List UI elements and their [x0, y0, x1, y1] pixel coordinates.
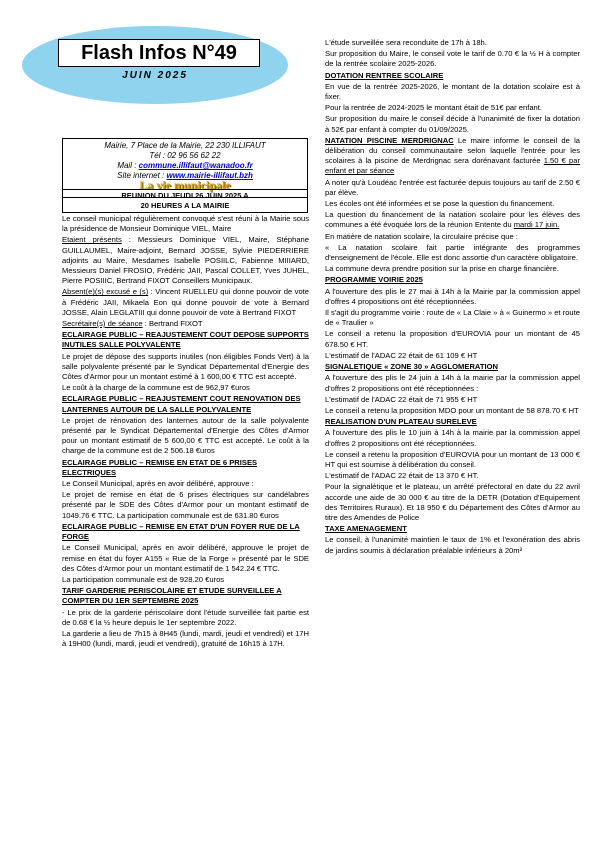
phone: Tél : 02 96 56 62 22 [149, 151, 221, 160]
right-column [325, 38, 580, 557]
paragraph: Il s'agit du programme voirie : route de « La Claie » à « Guinermo » et route de « Traulier » [325, 308, 580, 328]
section-title-text: La vie municipale [139, 178, 231, 192]
paragraph: En matière de natation scolaire, la circulaire précise que : [325, 231, 518, 241]
financement-date: mardi 17 juin. [513, 220, 560, 230]
absents-label: Absent(e)(s) excusé e (s) [62, 287, 149, 297]
paragraph: Le Conseil Municipal, après en avoir délibéré, approuve : [62, 479, 254, 489]
heading-eclairage-4: ECLAIRAGE PUBLIC – REMISE EN ETAT D'UN FOYER RUE DE LA FORGE [62, 521, 300, 542]
paragraph [325, 210, 580, 230]
presents-text: : Messieurs Dominique VIEL, Maire, Stéphane GUILLAUMEL, Maire-adjoint, Bernard JOSSE, Sylvie PIEDERRIERE adjoints au Maire, Mesdames Isabelle POSIILC, Fabienne MIIIARD, Messieurs Daniel FROSIO, Frédéric JAII, Pascal COLLET, Yves JUHEL, Pierre POSIIIC, Bertrand FIXOT Conseillers Municipaux. [62, 235, 309, 286]
paragraph: La garderie a lieu de 7h15 à 8H45 (lundi, mardi, jeudi et vendredi) et 17H à 19H00 (lundi, mardi, jeudi et vendredi), gratuité de 16h15 à 17H. [62, 628, 309, 649]
heading-eclairage-3: ECLAIRAGE PUBLIC – REMISE EN ETAT DE 6 PRISES ELECTRIQUES [62, 457, 258, 477]
paragraph: Pour la rentrée de 2024-2025 le montant était de 51€ par enfant. [325, 103, 542, 113]
paragraph: Le conseil a retenu la proposition MDO pour un montant de 58 878.70 € HT [325, 405, 579, 415]
paragraph: Pour la signalétique et le plateau, un arrêté préfectoral en date du 22 avril accorde une aide de 30 000 € au titre de la DETR (Dotation d'Equipement des Territoires Ruraux). Et 18 950 € du Département des Côtes d'Armor au titre des Amendes de Police [325, 482, 580, 522]
presents-label: Etaient présents [62, 235, 122, 245]
newsletter-title: Flash Infos N°49 [58, 39, 260, 67]
paragraph: - Le prix de la garderie périscolaire dont l'étude surveillée fait partie est de 0.68 € la ½ heure depuis le 1er septembre 2022. [62, 607, 309, 627]
paragraph: L'étude surveillée sera reconduite de 17h à 18h. [325, 38, 487, 47]
paragraph: A l'ouverture des plis le 27 mai à 14h à la Mairie par la commission appel d'offres 4 propositions ont été réceptionnées. [325, 286, 580, 306]
paragraph: A noter qu'à Loudéac l'entrée est facturée depuis toujours au tarif de 2.50 € par élève. [325, 177, 580, 197]
secretaire [62, 319, 309, 329]
paragraph: La commune devra prendre position sur la prise en charge financière. [325, 264, 559, 274]
heading-dotation: DOTATION RENTREE SCOLAIRE [325, 70, 444, 80]
natation-tarif: 1.50 € par enfant et par séance [325, 156, 580, 176]
paragraph: Les écoles ont été informées et se pose la question du financement. [325, 199, 555, 209]
paragraph: Sur proposition du Maire, le conseil vote le tarif de 0.70 € la ½ H à compter de la rentrée scolaire 2025-2026. [325, 49, 580, 69]
heading-plateau: REALISATION D'UN PLATEAU SURELEVE [325, 417, 477, 427]
natation-text: Le maire informe le conseil de la délibération du conseil communautaire selon laquelle l'entrée pour les scolaires à la piscine de Merdrignac sera dorénavant facturée [325, 135, 580, 166]
paragraph: Le projet de rénovation des lanternes autour de la salle polyvalente présenté par le Syndicat Départemental d'Energie des Côtes d'Armor pour un montant estimatif de 5 600,00 € TTC est accepté. Le coût à la charge de la commune est de 2 506.18 €uros [62, 415, 309, 456]
paragraph: A l'ouverture des plis le 24 juin à 14h à la mairie par la commission appel d'offres 2 propositions ont été réceptionnées : [325, 373, 580, 393]
mail-line [63, 161, 307, 171]
financement-text: La question du financement de la natation scolaire pour les élèves des communes a été évoquée lors de la réunion Entente du [325, 210, 580, 230]
heading-signaletique: SIGNALETIQUE « ZONE 30 » AGGLOMERATION [325, 362, 498, 372]
heading-voirie: PROGRAMME VOIRIE 2025 [325, 275, 423, 285]
secretaire-label: Secrétaire(s) de séance [62, 319, 143, 329]
meeting-box [62, 189, 308, 213]
mail-link[interactable]: commune.illifaut@wanadoo.fr [138, 161, 253, 170]
heading-eclairage-2: ECLAIRAGE PUBLIC – REAJUSTEMENT COUT RENOVATION DES LANTERNES AUTOUR DE LA SALLE POLYVALENTE [62, 394, 301, 414]
paragraph: En vue de la rentrée 2025-2026, le montant de la dotation scolaire est à fixer. [325, 81, 580, 102]
paragraph: L'estimatif de l'ADAC 22 était de 61 109 € HT [325, 350, 478, 360]
heading-natation: NATATION PISCINE MERDRIGNAC [325, 135, 454, 145]
heading-garderie: TARIF GARDERIE PERISCOLAIRE ET ETUDE SURVEILLEE A COMPTER DU 1ER SEPTEMBRE 2025 [62, 586, 282, 606]
absents [62, 287, 309, 318]
secretaire-text: : Bertrand FIXOT [142, 319, 203, 329]
site-label: Site internet : [117, 171, 167, 180]
mail-label: Mail : [117, 161, 139, 170]
left-column [62, 214, 309, 650]
paragraph: Le projet de dépose des supports inutiles (non éligibles Fonds Vert) à la salle polyvalente présenté par le Syndicat Départemental d'Energie des Côtes d'Armor pour un montant estimé à 1 600,00 € TTC est accepté. [62, 351, 309, 382]
paragraph: A l'ouverture des plis le 10 juin à 14h à la mairie par la commission appel d'offres 2 propositions ont été réceptionnées. [325, 428, 580, 448]
address: Mairie, 7 Place de la Mairie, 22 230 ILLIFAUT [104, 141, 266, 150]
paragraph: Le conseil a retenu la proposition d'EUROVIA pour un montant de 13 000 € HT qui est soumise à délibération du conseil. [325, 449, 580, 469]
paragraph: Sur proposition du maire le conseil décide à l'unanimité de fixer la dotation à 52€ par enfant à compter du 01/09/2025. [325, 114, 580, 134]
heading-taxe: TAXE AMENAGEMENT [325, 524, 407, 534]
site-link[interactable]: www.mairie-illifaut.bzh [166, 171, 253, 180]
paragraph: Le coût à la charge de la commune est de 962,97 €uros [62, 383, 250, 393]
paragraph: La participation communale est de 928.20 €uros [62, 574, 225, 584]
paragraph: Le projet de remise en état de 6 prises électriques sur candélabres présenté par le SDE des Côtes d'Armor pour un montant estimatif de 1049.76 € TTC. La participation communale est de 631.80 €uros [62, 490, 309, 520]
meeting-line1: REUNION DU JEUDI 26 JUIN 2025 A [121, 191, 249, 200]
meeting-line2: 20 HEURES A LA MAIRIE [140, 201, 230, 210]
paragraph: Le conseil a retenu la proposition d'EUROVIA pour un montant de 45 678.50 € HT. [325, 329, 580, 349]
paragraph: Le Conseil Municipal, après en avoir délibéré, approuve le projet de remise en état du foyer A155 « Rue de la Forge » présenté par le SDE des Côtes d'Armor pour un montant estimatif de 1 542.24 € TTC. [62, 543, 309, 573]
absents-text: : Vincent RUELLEU qui donne pouvoir de vote à Frédéric JAII, Mikaela Eon qui donne pouvoir de vote à Bernard JOSSE, Alain LEGLATIII qui donne pouvoir de vote à Bertrand FIXOT [62, 287, 310, 317]
paragraph: L'estimatif de l'ADAC 22 était de 13 370 € HT. [325, 471, 479, 481]
presents [62, 235, 309, 286]
natation-paragraph [325, 136, 580, 177]
heading-eclairage-1: ECLAIRAGE PUBLIC – REAJUSTEMENT COUT DEPOSE SUPPORTS INUTILES SALLE POLYVALENTE [62, 330, 309, 350]
paragraph: Le conseil, à l'unanimité maintien le taux de 1% et l'exonération des abris de jardins soumis à déclaration préalable inférieurs à 20m² [325, 535, 580, 555]
newsletter-date: JUIN 2025 [122, 70, 188, 81]
intro: Le conseil municipal régulièrement convoqué s'est réuni à la Mairie sous la présidence de Monsieur Dominique VIEL, Maire [62, 214, 309, 234]
paragraph: « La natation scolaire fait partie intégrante des programmes d'enseignement de l'école. Elle est donc assortie d'un caractère obligatoire. [325, 242, 580, 263]
paragraph: L'estimatif de l'ADAC 22 était de 71 955 € HT [325, 394, 478, 404]
